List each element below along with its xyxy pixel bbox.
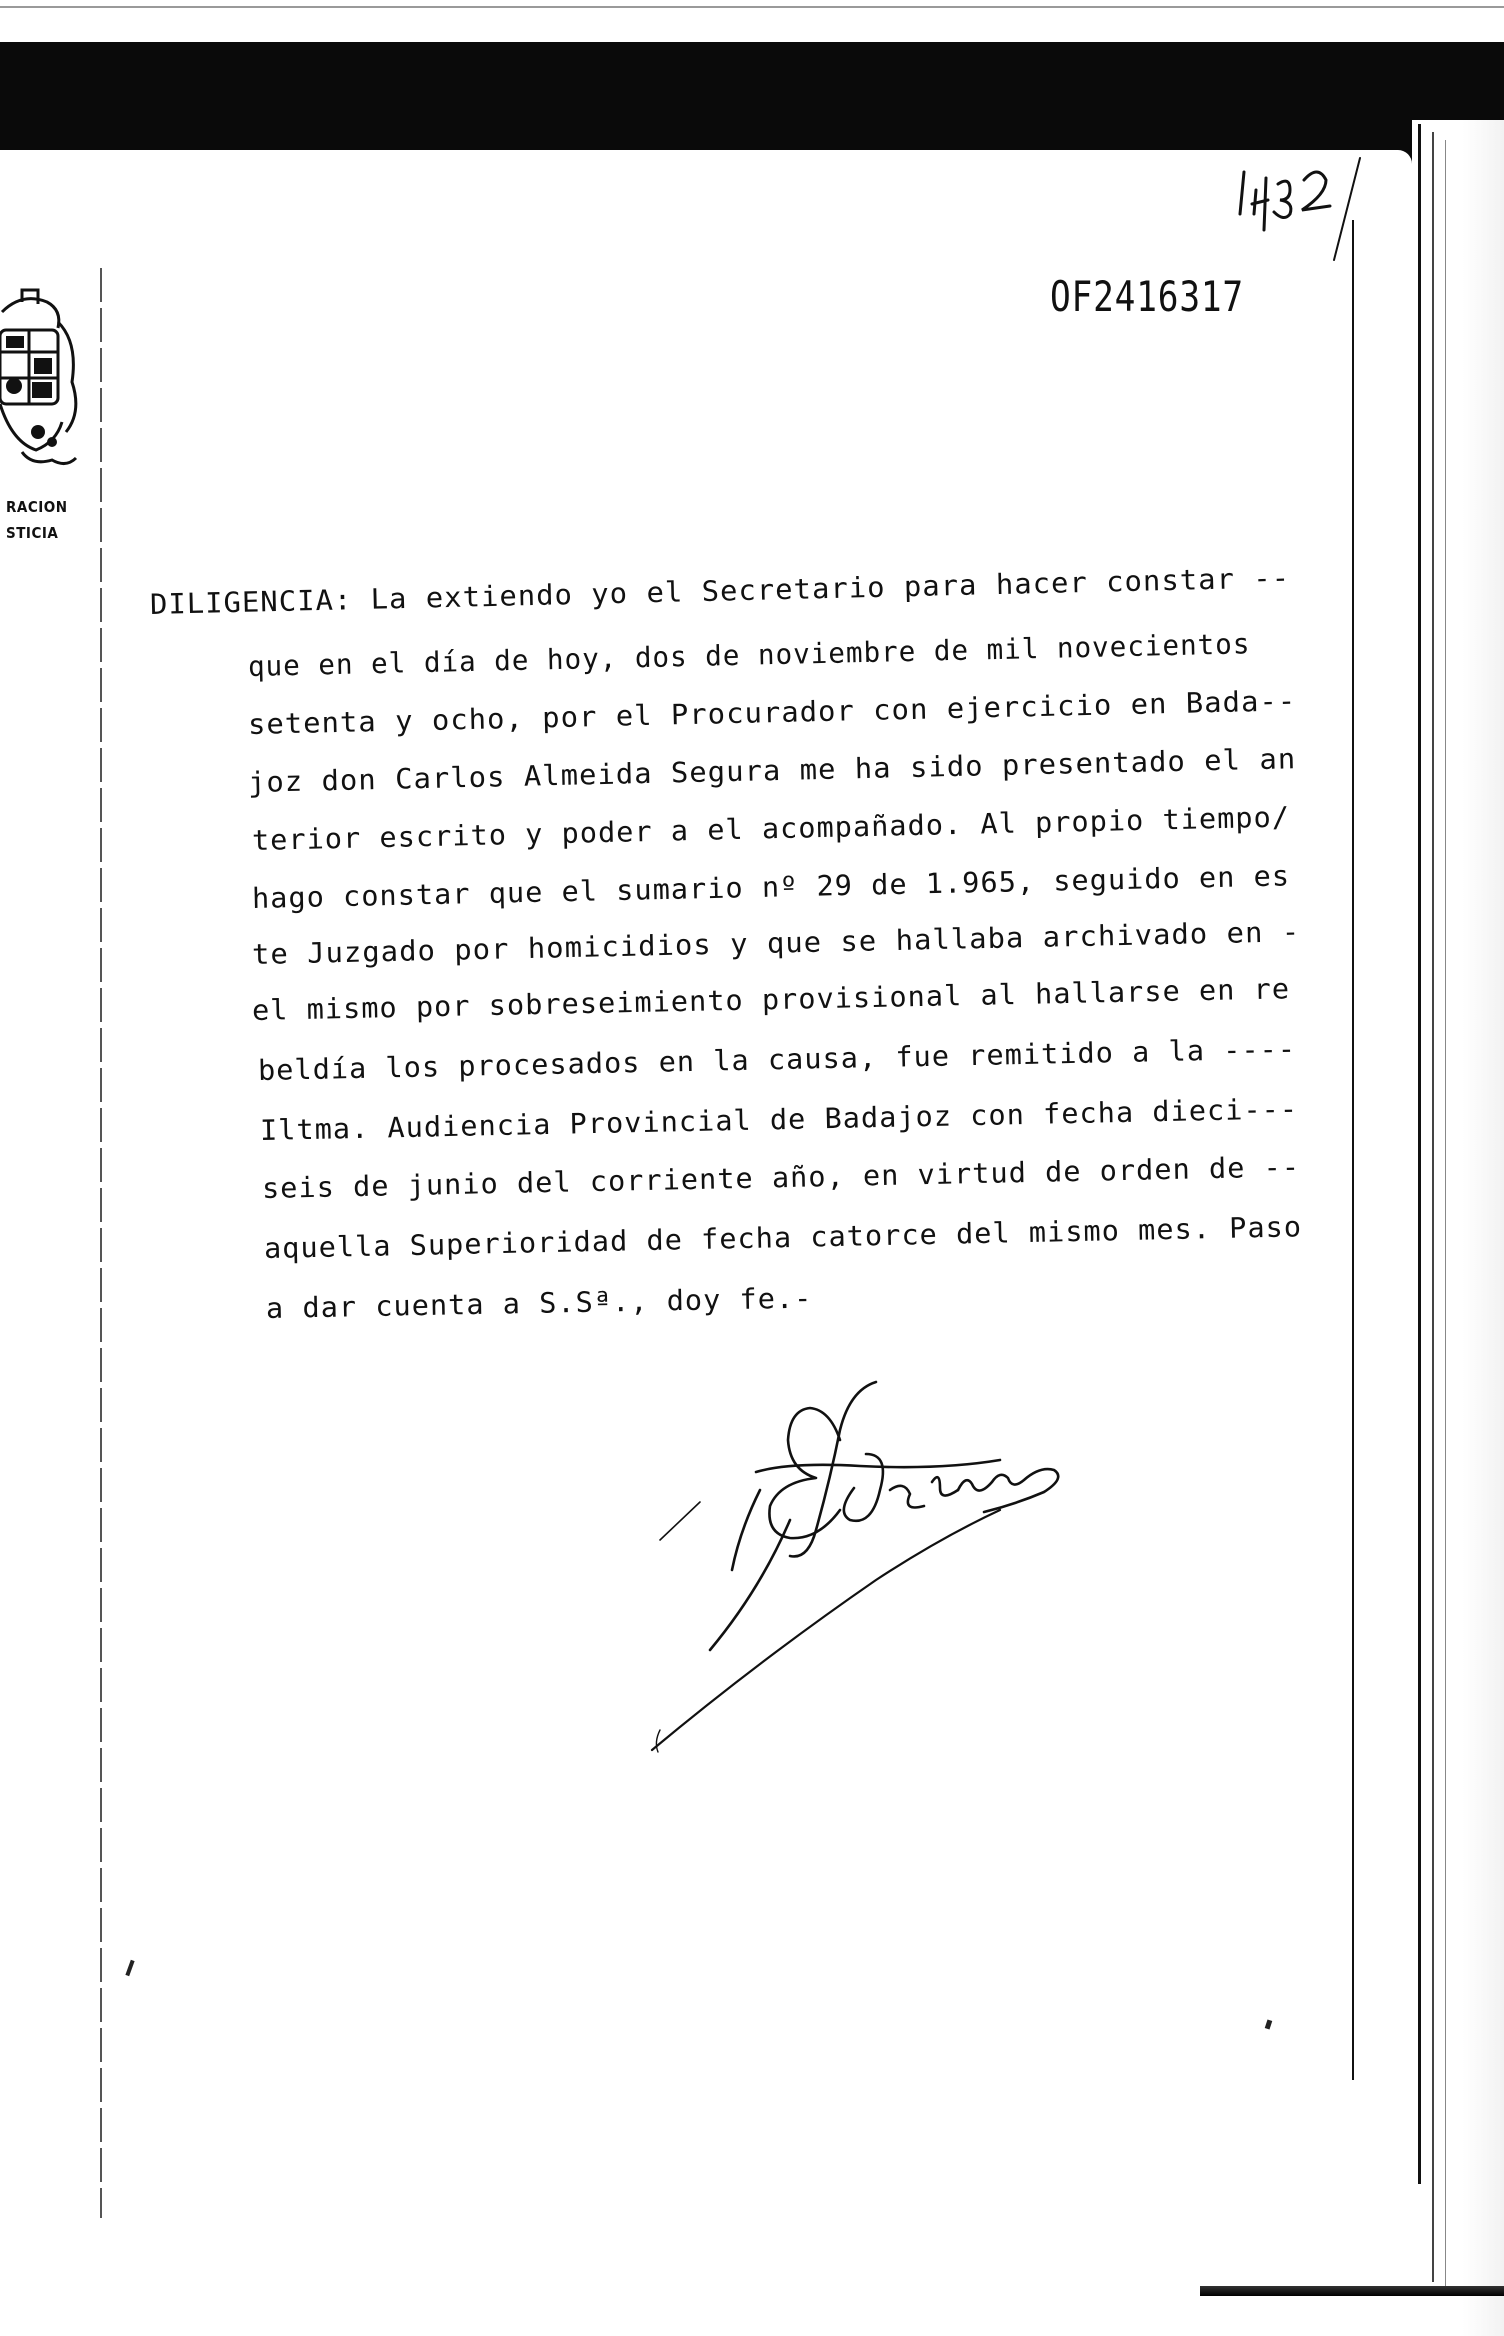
seal-caption-line: STICIA [6, 524, 59, 542]
scan-top-rule [0, 6, 1504, 8]
handwritten-folio-number [1234, 150, 1364, 260]
body-line: el mismo por sobreseimiento provisional al hallarse en re [251, 972, 1291, 1027]
page-bottom-edge [1200, 2286, 1504, 2296]
handwritten-signature [640, 1370, 1160, 1790]
body-line: beldía los procesados en la causa, fue remitido a la ---- [257, 1032, 1297, 1087]
page-edge-line [1418, 124, 1421, 2184]
body-line: aquella Superioridad de fecha catorce del mismo mes. Paso [263, 1210, 1303, 1265]
body-line: terior escrito y poder a el acompañado. Al propio tiempo/ [251, 800, 1291, 857]
body-line: joz don Carlos Almeida Segura me ha sido presentado el an [247, 742, 1297, 799]
scan-dark-band [0, 42, 1504, 164]
body-line: seis de junio del corriente año, en virtud de orden de -- [261, 1150, 1301, 1205]
seal-caption-line: RACION [6, 498, 68, 516]
body-line: a dar cuenta a S.Sª., doy fe.- [265, 1281, 813, 1325]
body-line: Iltma. Audiencia Provincial de Badajoz con fecha dieci--- [259, 1092, 1299, 1147]
body-line: setenta y ocho, por el Procurador con ejercicio en Bada-- [247, 684, 1297, 741]
seal-caption [6, 494, 68, 546]
body-line: que en el día de hoy, dos de noviembre de mil novecientos [247, 627, 1251, 683]
margin-rule [100, 268, 102, 2218]
coat-of-arms-seal [0, 282, 88, 478]
paper-edge-shadow [1412, 120, 1504, 2336]
body-line: te Juzgado por homicidios y que se hallaba archivado en - [251, 915, 1301, 971]
page-edge-line [1432, 132, 1434, 2282]
body-line: hago constar que el sumario nº 29 de 1.965, seguido en es [251, 859, 1291, 915]
page-edge-line [1445, 140, 1446, 2290]
body-line: DILIGENCIA: La extiendo yo el Secretario para hacer constar -- [149, 561, 1291, 621]
serial-number: OF2416317 [1050, 272, 1244, 321]
page-frame-line [1352, 220, 1354, 2080]
